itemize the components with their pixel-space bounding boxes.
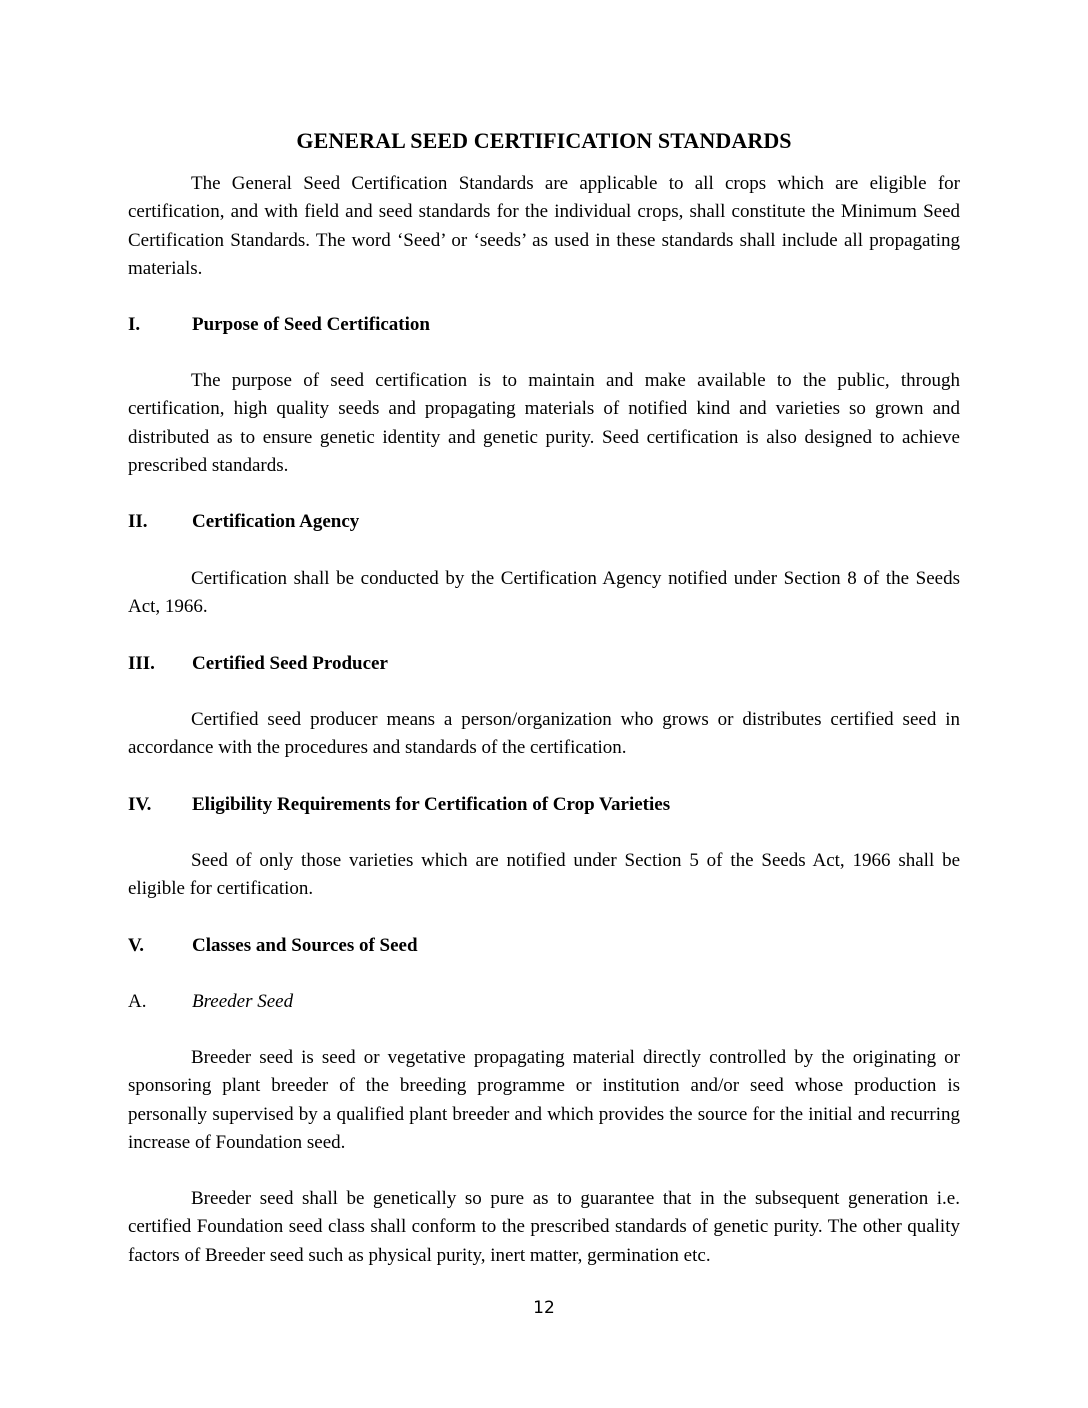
- section-title: Eligibility Requirements for Certification of Crop Varieties: [192, 794, 671, 815]
- page-number: 12: [533, 1298, 555, 1318]
- breeder-seed-paragraph-1: Breeder seed is seed or vegetative propagating material directly controlled by the originating or sponsoring plant breeder of the breeding programme or institution and/or seed whose production is personally supervised by a qualified plant breeder and which provides the source for the initial and recurring increase of Foundation seed.: [128, 1047, 960, 1153]
- section-heading-classes: [128, 934, 418, 958]
- intro-paragraph: The General Seed Certification Standards are applicable to all crops which are eligible for certification, and with field and seed standards for the individual crops, shall constitute the Minimum Seed Certification Standards. The word ‘Seed’ or ‘seeds’ as used in these standards shall include all propagating materials.: [128, 173, 960, 279]
- breeder-seed-paragraph-2: Breeder seed shall be genetically so pure as to guarantee that in the subsequent generation i.e. certified Foundation seed class shall conform to the prescribed standards of genetic purity. The other quality factors of Breeder seed such as physical purity, inert matter, germination etc.: [128, 1188, 960, 1266]
- section-title: Certification Agency: [192, 511, 360, 532]
- section-title: Certified Seed Producer: [192, 653, 388, 674]
- subsection-heading-breeder-seed: [128, 990, 293, 1014]
- section-heading-purpose: [128, 313, 430, 337]
- section-body-agency: Certification shall be conducted by the Certification Agency notified under Section 8 of the Seeds Act, 1966.: [128, 568, 960, 618]
- subsection-number: A.: [128, 991, 147, 1012]
- section-title: Purpose of Seed Certification: [192, 314, 430, 335]
- section-number: V.: [128, 935, 145, 956]
- section-number: III.: [128, 653, 155, 674]
- section-title: Classes and Sources of Seed: [192, 935, 418, 956]
- section-heading-agency: [128, 510, 359, 534]
- document-title: GENERAL SEED CERTIFICATION STANDARDS: [296, 128, 792, 153]
- subsection-title: Breeder Seed: [192, 991, 294, 1012]
- section-number: II.: [128, 511, 148, 532]
- section-number: I.: [128, 314, 141, 335]
- section-heading-eligibility: [128, 793, 670, 817]
- section-body-eligibility: Seed of only those varieties which are notified under Section 5 of the Seeds Act, 1966 shall be eligible for certification.: [128, 850, 960, 900]
- section-body-producer: Certified seed producer means a person/organization who grows or distributes certified seed in accordance with the procedures and standards of the certification.: [128, 709, 960, 759]
- section-heading-producer: [128, 652, 388, 676]
- section-number: IV.: [128, 794, 152, 815]
- section-body-purpose: The purpose of seed certification is to maintain and make available to the public, through certification, high quality seeds and propagating materials of notified kind and varieties so grown and distributed as to ensure genetic identity and genetic purity. Seed certification is also designed to achieve prescribed standards.: [128, 370, 960, 476]
